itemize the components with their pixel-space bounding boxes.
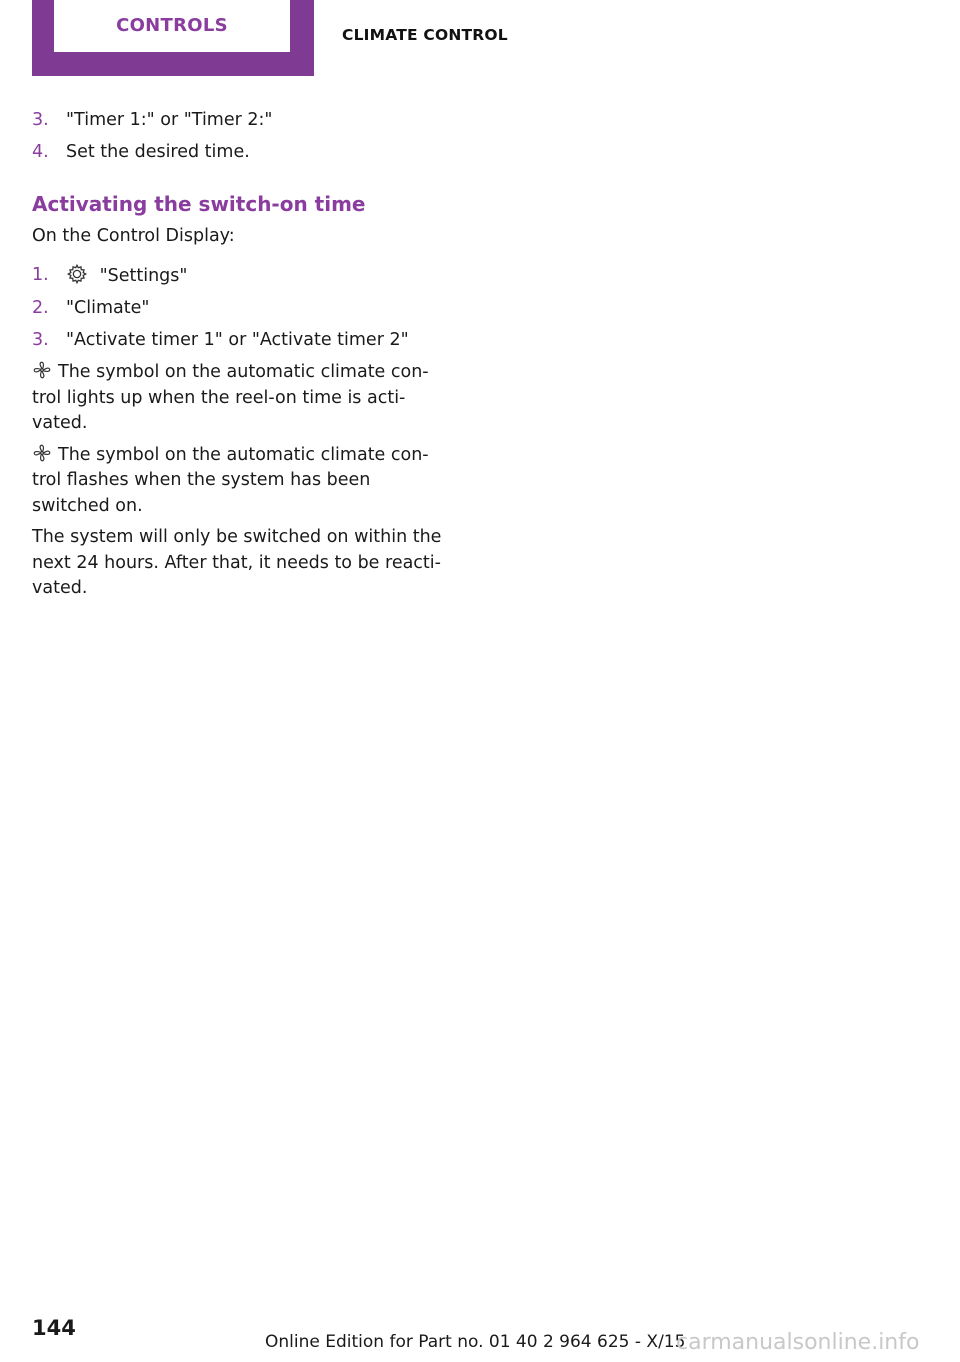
edition-footer: Online Edition for Part no. 01 40 2 964 625 - X/15 <box>265 1332 686 1352</box>
fan-icon <box>32 360 52 380</box>
step-number: 4. <box>32 142 49 162</box>
chapter-title: CLIMATE CONTROL <box>342 26 508 44</box>
list-item <box>32 263 452 290</box>
note-paragraph <box>32 360 452 437</box>
note-text: The symbol on the automatic climate con- trol flashes when the system has been switched on. <box>32 444 429 516</box>
step-number: 1. <box>32 265 49 285</box>
body-paragraph: The system will only be switched on within the next 24 hours. After that, it needs to be reacti- vated. <box>32 527 442 598</box>
step-number: 3. <box>32 330 49 350</box>
list-item <box>32 108 452 134</box>
section-tab-label: CONTROLS <box>116 15 228 36</box>
gear-icon <box>66 263 88 285</box>
step-text: "Timer 1:" or "Timer 2:" <box>66 110 273 130</box>
page-number: 144 <box>32 1316 76 1340</box>
section-heading: Activating the switch-on time <box>32 191 366 216</box>
list-item <box>32 140 452 166</box>
step-text: "Settings" <box>99 266 188 286</box>
section-tab-inner <box>54 0 290 52</box>
note-paragraph <box>32 443 452 520</box>
step-text: "Activate timer 1" or "Activate timer 2" <box>66 330 409 350</box>
list-item <box>32 296 452 322</box>
step-number: 3. <box>32 110 49 130</box>
list-item <box>32 328 452 354</box>
intro-text: On the Control Display: <box>32 225 235 246</box>
page-content <box>32 108 452 608</box>
section-tab <box>32 0 314 76</box>
note-text: The symbol on the automatic climate con- trol lights up when the reel-on time is acti- vated. <box>32 362 429 433</box>
watermark: carmanualsonline.info <box>676 1330 920 1355</box>
fan-icon <box>32 443 52 463</box>
step-number: 2. <box>32 298 49 318</box>
step-text: "Climate" <box>66 298 150 318</box>
step-text: Set the desired time. <box>66 142 250 162</box>
